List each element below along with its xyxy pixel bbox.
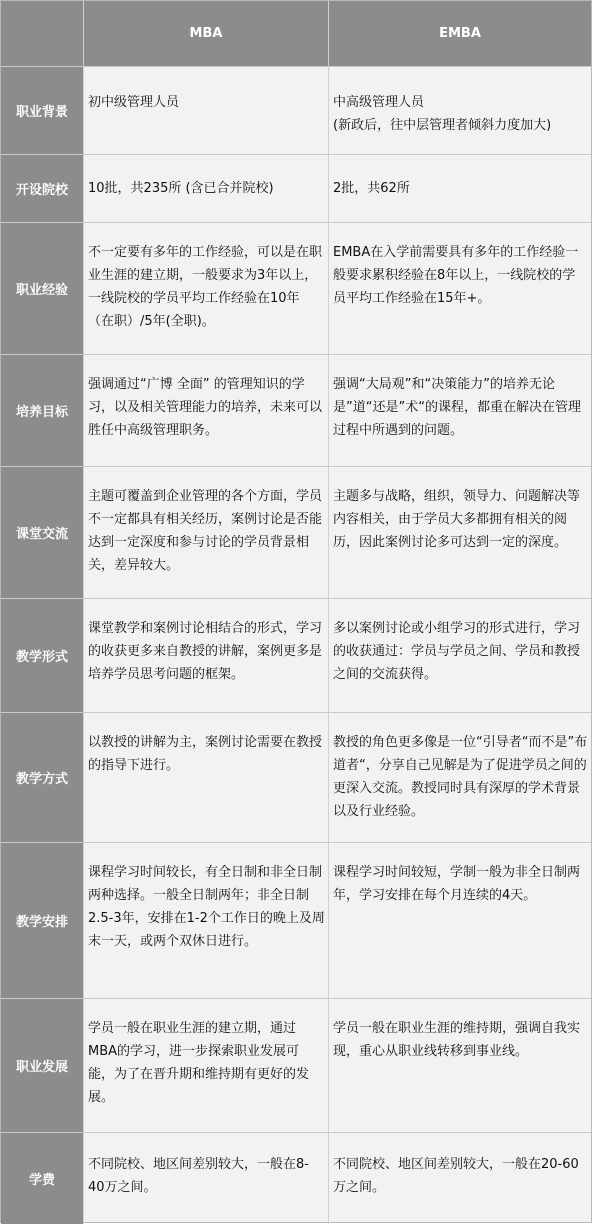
table-row	[1, 67, 591, 155]
row-label: 课堂交流	[1, 467, 84, 598]
mba-cell: 学员一般在职业生涯的建立期，通过MBA的学习，进一步探索职业发展可能，为了在晋升期和维持期有更好的发展。	[84, 999, 329, 1132]
emba-cell: 中高级管理人员 (新政后，往中层管理者倾斜力度加大)	[333, 95, 552, 133]
table-row	[1, 599, 591, 713]
row-label: 培养目标	[1, 355, 84, 466]
header-emba: EMBA	[329, 1, 591, 66]
emba-cell: 2批，共62所	[333, 181, 410, 196]
mba-cell: 不一定要有多年的工作经验，可以是在职业生涯的建立期，一般要求为3年以上，一线院校的学员平均工作经验在10年（在职）/5年(全职)。	[84, 223, 329, 354]
table-row	[1, 467, 591, 599]
table-row	[1, 999, 591, 1133]
mba-cell: 课堂教学和案例讨论相结合的形式，学习的收获更多来自教授的讲解，案例更多是培养学员思考问题的框架。	[84, 599, 329, 712]
emba-cell: 教授的角色更多像是一位“引导者“而不是”布道者“，分享自己见解是为了促进学员之间的更深入交流。教授同时具有深厚的学术背景以及行业经验。	[333, 735, 588, 819]
table-row	[1, 713, 591, 843]
header-corner-cell	[1, 1, 84, 66]
emba-cell: 强调“大局观”和“决策能力”的培养无论是”道“还是”术“的课程，都重在解决在管理过程中所遇到的问题。	[333, 377, 581, 438]
table-row	[1, 1133, 591, 1224]
row-label: 学费	[1, 1133, 84, 1224]
table-row	[1, 223, 591, 355]
header-mba: MBA	[84, 1, 329, 66]
emba-cell: 主题多与战略，组织，领导力、问题解决等内容相关，由于学员大多都拥有相关的阅历，因此案例讨论多可达到一定的深度。	[333, 489, 581, 550]
table-row	[1, 843, 591, 999]
row-label: 职业经验	[1, 223, 84, 354]
row-label: 教学形式	[1, 599, 84, 712]
table-row	[1, 355, 591, 467]
mba-cell: 初中级管理人员	[84, 67, 329, 154]
row-label: 开设院校	[1, 155, 84, 222]
mba-cell: 10批，共235所 (含已合并院校)	[84, 155, 329, 222]
emba-cell: EMBA在入学前需要具有多年的工作经验一般要求累积经验在8年以上，一线院校的学员平均工作经验在15年+。	[333, 245, 579, 306]
table-header-row	[1, 1, 591, 67]
emba-cell: 课程学习时间较短，学制一般为非全日制两年，学习安排在每个月连续的4天。	[333, 865, 581, 903]
mba-cell: 强调通过“广博 全面” 的管理知识的学习，以及相关管理能力的培养，未来可以胜任中高级管理职务。	[84, 355, 329, 466]
table-row	[1, 155, 591, 223]
row-label: 职业发展	[1, 999, 84, 1132]
mba-cell: 主题可覆盖到企业管理的各个方面，学员不一定都具有相关经历，案例讨论是否能达到一定深度和参与讨论的学员背景相关，差异较大。	[84, 467, 329, 598]
emba-cell: 学员一般在职业生涯的维持期，强调自我实现，重心从职业线转移到事业线。	[333, 1021, 581, 1059]
emba-cell: 不同院校、地区间差别较大，一般在20-60万之间。	[333, 1157, 579, 1195]
mba-cell: 不同院校、地区间差别较大，一般在8-40万之间。	[84, 1133, 329, 1224]
mba-cell: 以教授的讲解为主，案例讨论需要在教授的指导下进行。	[84, 713, 329, 842]
row-label: 教学方式	[1, 713, 84, 842]
mba-cell: 课程学习时间较长，有全日制和非全日制两种选择。一般全日制两年；非全日制2.5-3年，安排在1-2个工作日的晚上及周末一天，或两个双休日进行。	[84, 843, 329, 998]
row-label: 教学安排	[1, 843, 84, 998]
emba-cell: 多以案例讨论或小组学习的形式进行，学习的收获通过：学员与学员之间、学员和教授之间的交流获得。	[333, 621, 581, 682]
row-label: 职业背景	[1, 67, 84, 154]
